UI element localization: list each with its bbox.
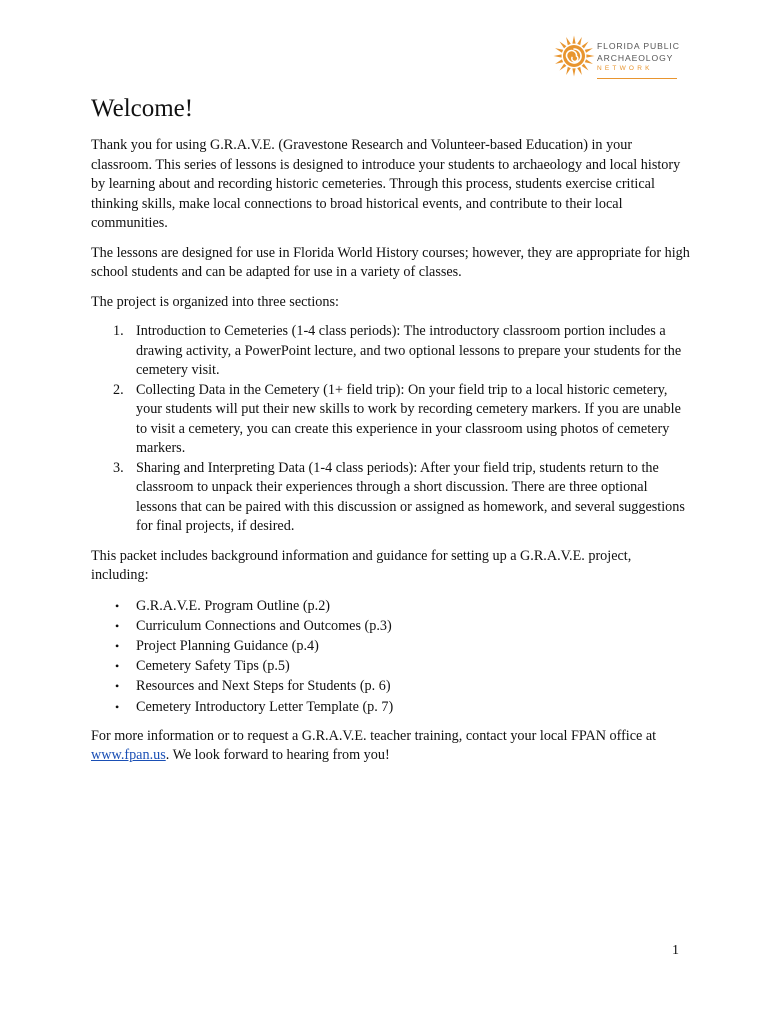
page-number: 1 [672,943,679,958]
section-text: Introduction to Cemeteries (1-4 class periods): The introductory classroom portion includes a drawing activity, a PowerPoint lecture, and two optional lessons to prepare your students for the cemetery visit. [136,323,682,378]
sun-ray [577,67,582,75]
sun-ray [555,48,563,53]
logo-line-1: FLORIDA PUBLIC [597,41,680,51]
sun-ray [560,64,567,71]
contents-item [91,636,691,656]
packet-lead: This packet includes background information and guidance for setting up a G.R.A.V.E. project, including: [91,547,632,583]
sun-ray [572,36,575,44]
section-text: Sharing and Interpreting Data (1-4 class periods): After your field trip, students return to the classroom to unpack their experiences through a short discussion. There are three optional lessons that can be paired with this discussion or assigned as homework, and several suggestions for final projects, if desired. [136,459,685,534]
sun-ray [577,37,582,45]
contents-item [91,616,691,636]
sun-ray [582,64,589,71]
section-number: 1. [113,323,124,339]
contents-item [91,697,691,717]
section-number: 2. [113,381,124,398]
logo-wordmark [597,40,680,74]
sun-ray [582,42,589,49]
contents-item-text: Resources and Next Steps for Students (p. 6) [136,678,391,695]
section-text: Collecting Data in the Cemetery (1+ field trip): On your field trip to a local historic cemetery, your students will put their new skills to work by recording cemetery markers. If you are unable to visit a cemetery, you can create this experience in your classroom using photos of cemetery markers. [136,381,681,456]
contents-item [91,676,691,696]
logo-divider [597,78,677,79]
bullet-icon: • [115,679,120,694]
fpan-logo [552,34,682,86]
contents-item-text: Cemetery Introductory Letter Template (p. 7) [136,698,394,715]
bullet-icon: • [115,598,120,613]
contents-item [91,596,691,616]
contents-item [91,656,691,676]
closing-paragraph [91,727,691,766]
sun-ray [585,59,593,64]
sun-ray [555,59,563,64]
sun-ray [560,42,567,49]
section-item [91,459,691,537]
bullet-icon: • [115,618,120,633]
logo-line-2: ARCHAEOLOGY [597,53,674,63]
sections-lead: The project is organized into three sections: [91,293,339,310]
closing-text-after: . We look forward to hearing from you! [165,747,390,764]
intro-paragraph: Thank you for using G.R.A.V.E. (Gravestone Research and Volunteer-based Education) in your classroom. This series of lessons is designed to introduce your students to archaeology and local history by learning about and recording historic cemeteries. Through this process, students exercise critical thinking skills, make local connections to broad historical events, and contribute to their local communities. [91,137,681,231]
design-note-paragraph: The lessons are designed for use in Florida World History courses; however, they are appropriate for high school students and can be adapted for use in a variety of classes. [91,244,690,280]
sun-ray [585,48,593,53]
bullet-icon: • [115,699,120,714]
sections-list [91,322,691,537]
sun-ray [554,54,562,57]
contents-item-text: Project Planning Guidance (p.4) [136,637,319,654]
sun-ray [566,67,571,75]
contents-item-text: Curriculum Connections and Outcomes (p.3) [136,617,392,634]
sun-spiral-icon [552,34,596,78]
logo-line-3: NETWORK [597,65,653,72]
closing-text-before: For more information or to request a G.R.A.V.E. teacher training, contact your local FPAN office at [91,727,657,744]
contents-item-text: Cemetery Safety Tips (p.5) [136,658,290,675]
bullet-icon: • [115,638,120,653]
contents-item-text: G.R.A.V.E. Program Outline (p.2) [136,597,331,614]
section-item [91,381,691,459]
sun-ray [572,68,575,76]
section-number: 3. [113,459,124,476]
bullet-icon: • [115,659,120,674]
section-item [91,322,691,381]
sun-ray [586,54,594,57]
contents-list [91,596,691,717]
fpan-website-link[interactable]: www.fpan.us [91,747,166,764]
page-title: Welcome! [91,95,194,122]
letter-body [91,94,691,766]
sun-ray [566,37,571,45]
